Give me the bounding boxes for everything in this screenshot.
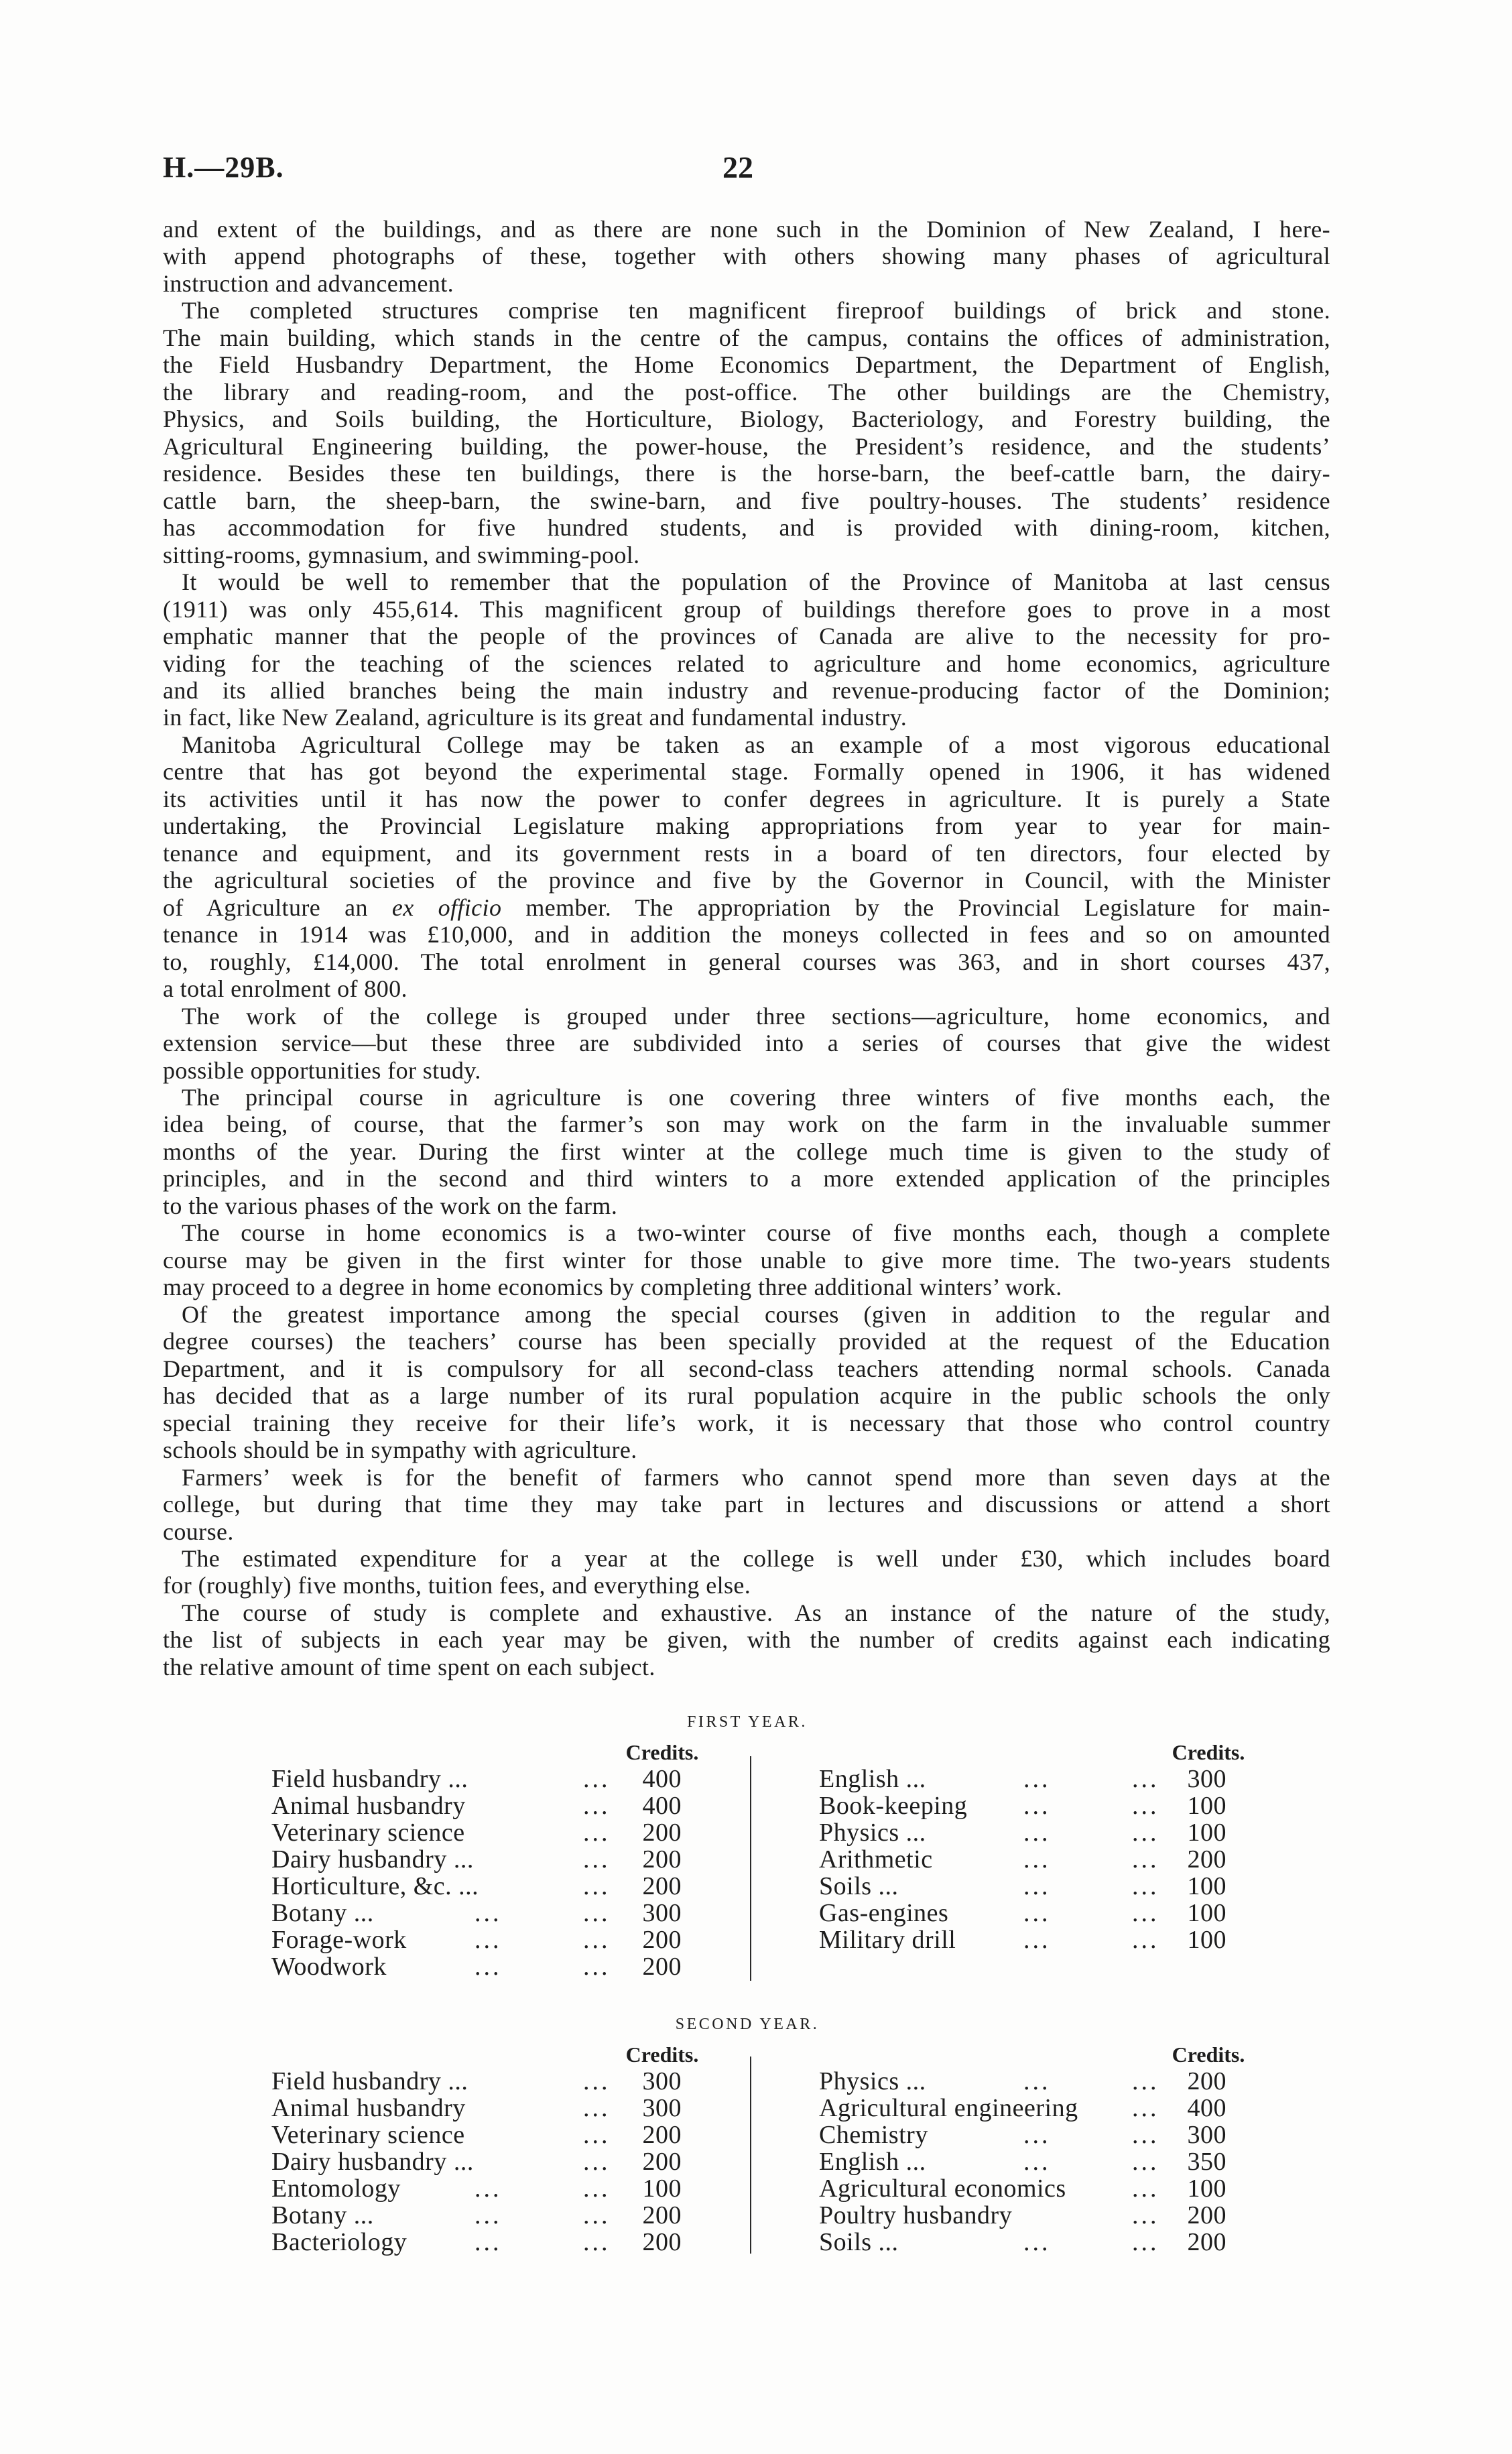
text-line: The principal course in agriculture is one covering three winters of five months each, the [182, 1084, 1330, 1111]
left-column [271, 2068, 687, 2256]
credits-value: 300 [642, 2094, 682, 2122]
credits-value: 200 [642, 1819, 682, 1847]
paragraph [163, 1599, 1330, 1680]
table-row [819, 2202, 1235, 2229]
credits-value: 200 [642, 1926, 682, 1954]
leader-dots: ... [1132, 1845, 1159, 1874]
leader-dots: ... [1023, 2067, 1051, 2095]
second-year-table [0, 2009, 1512, 2290]
leader-dots: ... [1132, 1872, 1159, 1900]
table-row [271, 1846, 687, 1873]
leader-dots: ... [583, 2228, 611, 2256]
leader-dots: ... [583, 1845, 611, 1874]
table-row [819, 2148, 1235, 2175]
subject-name: Book-keeping [819, 1792, 968, 1820]
table-title: SECOND YEAR. [675, 2016, 820, 2033]
credits-value: 200 [642, 2228, 682, 2256]
subject-name: Poultry husbandry [819, 2201, 1013, 2229]
text-line: schools should be in sympathy with agriculture. [163, 1436, 637, 1464]
credits-header-left: Credits. [625, 1740, 699, 1764]
subject-name: Soils ... [819, 1872, 899, 1900]
leader-dots: ... [1023, 2121, 1051, 2149]
credits-value: 200 [1187, 2228, 1226, 2256]
text-line: sitting-rooms, gymnasium, and swimming-pool. [163, 541, 640, 568]
subject-name: Entomology [271, 2174, 401, 2203]
subject-name: Horticulture, &c. ... [271, 1872, 479, 1900]
text-line: It would be well to remember that the population of the Province of Manitoba at last census [182, 568, 1330, 596]
table-row [271, 2175, 687, 2202]
credits-value: 100 [1187, 2174, 1226, 2203]
leader-dots: ... [583, 2201, 611, 2229]
leader-dots: ... [1023, 1899, 1051, 1927]
text-line: idea being, of course, that the farmer’s son may work on the farm in the invaluable summer [163, 1111, 1330, 1138]
paragraph [163, 568, 1330, 731]
page-number: 22 [722, 150, 753, 184]
table-row [271, 1953, 687, 1980]
subject-name: Botany ... [271, 2201, 374, 2229]
subject-name: Military drill [819, 1926, 956, 1954]
text-line: with append photographs of these, together with others showing many phases of agricultural [163, 243, 1330, 270]
credits-value: 300 [1187, 2121, 1226, 2149]
table-row [271, 1819, 687, 1846]
subject-name: Botany ... [271, 1899, 374, 1927]
text-line [163, 894, 1330, 921]
credits-value: 100 [1187, 1899, 1226, 1927]
text-line: possible opportunities for study. [163, 1056, 481, 1084]
text-line: the Field Husbandry Department, the Home Economics Department, the Department of English, [163, 351, 1330, 379]
leader-dots: ... [1132, 1819, 1159, 1847]
text-line: the relative amount of time spent on each subject. [163, 1653, 655, 1680]
text-line: Manitoba Agricultural College may be taken as an example of a most vigorous educational [182, 731, 1330, 758]
text-line: extension service—but these three are subdivided into a series of courses that give the widest [163, 1030, 1330, 1057]
subject-name: Agricultural engineering [819, 2094, 1078, 2122]
leader-dots: ... [475, 1926, 502, 1954]
subject-name: Veterinary science [271, 2121, 465, 2149]
leader-dots: ... [1023, 1845, 1051, 1874]
leader-dots: ... [583, 1819, 611, 1847]
leader-dots: ... [583, 2067, 611, 2095]
text-line: The completed structures comprise ten magnificent fireproof buildings of brick and stone. [182, 297, 1330, 324]
text-line: for (roughly) five months, tuition fees, and everything else. [163, 1572, 751, 1599]
credits-header-left: Credits. [625, 2042, 699, 2067]
credits-value: 100 [1187, 1926, 1226, 1954]
leader-dots: ... [1023, 1872, 1051, 1900]
table-row [819, 1846, 1235, 1873]
subject-name: Dairy husbandry ... [271, 1845, 474, 1874]
paragraph [163, 1301, 1330, 1464]
credits-header-right: Credits. [1172, 1740, 1245, 1764]
text-line: the library and reading-room, and the post-office. The other buildings are the Chemistry, [163, 378, 1330, 406]
leader-dots: ... [475, 1953, 502, 1981]
text-line: viding for the teaching of the sciences related to agriculture and home economics, agriculture [163, 650, 1330, 677]
credits-value: 400 [642, 1765, 682, 1793]
leader-dots: ... [1023, 1819, 1051, 1847]
credits-value: 200 [1187, 2201, 1226, 2229]
subject-name: Agricultural economics [819, 2174, 1066, 2203]
credits-header-right: Credits. [1172, 2042, 1245, 2067]
leader-dots: ... [1023, 2228, 1051, 2256]
text-line: the list of subjects in each year may be given, with the number of credits against each indicating [163, 1626, 1330, 1654]
text-line: the agricultural societies of the province and five by the Governor in Council, with the Minister [163, 867, 1330, 894]
text-line: has decided that as a large number of its rural population acquire in the public schools the only [163, 1382, 1330, 1410]
text-segment: of Agriculture an [163, 894, 392, 921]
leader-dots: ... [475, 1899, 502, 1927]
table-row [819, 2122, 1235, 2148]
text-line: The work of the college is grouped under three sections—agriculture, home economics, and [182, 1002, 1330, 1030]
column-divider [750, 1756, 751, 1981]
paragraph [163, 1464, 1330, 1545]
credits-value: 100 [642, 2174, 682, 2203]
text-line: emphatic manner that the people of the provinces of Canada are alive to the necessity for pro- [163, 623, 1330, 650]
credits-value: 400 [1187, 2094, 1226, 2122]
paragraph [163, 1219, 1330, 1300]
table-row [819, 1873, 1235, 1900]
leader-dots: ... [1023, 1792, 1051, 1820]
table-row [819, 1792, 1235, 1819]
text-line: undertaking, the Provincial Legislature making appropriations from year to year for main- [163, 812, 1330, 840]
credits-value: 300 [642, 1899, 682, 1927]
table-row [819, 1766, 1235, 1792]
table-row [819, 1819, 1235, 1846]
subject-name: Bacteriology [271, 2228, 407, 2256]
text-line: Physics, and Soils building, the Horticulture, Biology, Bacteriology, and Forestry building, the [163, 406, 1330, 433]
paragraph [163, 1003, 1330, 1084]
leader-dots: ... [583, 1765, 611, 1793]
leader-dots: ... [1132, 1792, 1159, 1820]
left-column [271, 1766, 687, 1980]
column-divider [750, 2057, 751, 2254]
table-row [271, 2122, 687, 2148]
subject-name: Soils ... [819, 2228, 899, 2256]
subject-name: Veterinary science [271, 1819, 465, 1847]
table-row [271, 1792, 687, 1819]
text-line: tenance in 1914 was £10,000, and in addition the moneys collected in fees and so on amounted [163, 921, 1330, 948]
text-line: principles, and in the second and third winters to a more extended application of the principles [163, 1165, 1330, 1192]
credits-value: 200 [642, 1953, 682, 1981]
paragraph [163, 1084, 1330, 1219]
table-row [819, 2229, 1235, 2256]
credits-value: 200 [642, 1845, 682, 1874]
text-line: in fact, like New Zealand, agriculture is its great and fundamental industry. [163, 704, 907, 731]
subject-name: Physics ... [819, 2067, 926, 2095]
first-year-table [0, 1707, 1512, 1988]
leader-dots: ... [475, 2174, 502, 2203]
text-line: The main building, which stands in the centre of the campus, contains the offices of administration, [163, 324, 1330, 351]
text-line: instruction and advancement. [163, 269, 454, 297]
leader-dots: ... [1023, 1765, 1051, 1793]
leader-dots: ... [1132, 1926, 1159, 1954]
leader-dots: ... [1132, 2201, 1159, 2229]
table-title: FIRST YEAR. [687, 1713, 808, 1731]
text-line: Of the greatest importance among the special courses (given in addition to the regular and [182, 1300, 1330, 1328]
leader-dots: ... [583, 1926, 611, 1954]
text-line: course. [163, 1518, 234, 1545]
leader-dots: ... [583, 2148, 611, 2176]
subject-name: Animal husbandry [271, 1792, 466, 1820]
table-row [819, 2068, 1235, 2095]
leader-dots: ... [1132, 2067, 1159, 2095]
text-line: Agricultural Engineering building, the power-house, the President’s residence, and the students’ [163, 432, 1330, 460]
text-line: The course in home economics is a two-winter course of five months each, though a complete [182, 1219, 1330, 1247]
subject-name: Physics ... [819, 1819, 926, 1847]
table-row [819, 1900, 1235, 1926]
text-line: has accommodation for five hundred students, and is provided with dining-room, kitchen, [163, 514, 1330, 542]
table-row [271, 1900, 687, 1926]
table-row [271, 2095, 687, 2122]
leader-dots: ... [583, 1872, 611, 1900]
credits-value: 100 [1187, 1792, 1226, 1820]
credits-value: 400 [642, 1792, 682, 1820]
text-line: cattle barn, the sheep-barn, the swine-barn, and five poultry-houses. The students’ residence [163, 487, 1330, 514]
text-line: to the various phases of the work on the farm. [163, 1192, 618, 1219]
subject-name: Arithmetic [819, 1845, 933, 1874]
report-reference: H.—29B. [163, 151, 284, 184]
table-row [271, 1873, 687, 1900]
text-line: course may be given in the first winter for those unable to give more time. The two-years students [163, 1246, 1330, 1274]
credits-value: 100 [1187, 1872, 1226, 1900]
text-line: may proceed to a degree in home economics by completing three additional winters’ work. [163, 1274, 1062, 1301]
right-column [819, 1766, 1235, 1953]
table-row [819, 2175, 1235, 2202]
table-row [271, 2202, 687, 2229]
subject-name: Animal husbandry [271, 2094, 466, 2122]
credits-value: 200 [1187, 2067, 1226, 2095]
leader-dots: ... [583, 2094, 611, 2122]
leader-dots: ... [1132, 2228, 1159, 2256]
leader-dots: ... [583, 2174, 611, 2203]
leader-dots: ... [583, 2121, 611, 2149]
body-text [163, 216, 1330, 1680]
table-row [271, 1766, 687, 1792]
credits-value: 300 [642, 2067, 682, 2095]
leader-dots: ... [1023, 1926, 1051, 1954]
credits-value: 200 [642, 2201, 682, 2229]
text-line: tenance and equipment, and its government rests in a board of ten directors, four elected by [163, 839, 1330, 867]
leader-dots: ... [583, 1899, 611, 1927]
text-line: The course of study is complete and exhaustive. As an instance of the nature of the study, [182, 1599, 1330, 1626]
leader-dots: ... [1132, 1899, 1159, 1927]
table-row [819, 1926, 1235, 1953]
table-row [271, 2148, 687, 2175]
leader-dots: ... [1132, 2174, 1159, 2203]
leader-dots: ... [475, 2228, 502, 2256]
subject-name: Woodwork [271, 1953, 387, 1981]
text-line: centre that has got beyond the experimental stage. Formally opened in 1906, it has widened [163, 758, 1330, 786]
text-line: and its allied branches being the main industry and revenue-producing factor of the Dominion; [163, 676, 1330, 704]
subject-name: Gas-engines [819, 1899, 949, 1927]
subject-name: Dairy husbandry ... [271, 2148, 474, 2176]
credits-value: 300 [1187, 1765, 1226, 1793]
text-line: and extent of the buildings, and as there are none such in the Dominion of New Zealand, I here- [163, 216, 1330, 243]
paragraph [163, 731, 1330, 1003]
subject-name: Field husbandry ... [271, 1765, 468, 1793]
paragraph [163, 216, 1330, 297]
subject-name: Forage-work [271, 1926, 407, 1954]
text-line: residence. Besides these ten buildings, there is the horse-barn, the beef-cattle barn, the dairy- [163, 460, 1330, 487]
credits-value: 200 [642, 2148, 682, 2176]
leader-dots: ... [1132, 2094, 1159, 2122]
paragraph [163, 1545, 1330, 1599]
subject-name: English ... [819, 1765, 926, 1793]
leader-dots: ... [1023, 2148, 1051, 2176]
paragraph [163, 297, 1330, 568]
leader-dots: ... [1132, 1765, 1159, 1793]
text-line: a total enrolment of 800. [163, 975, 407, 1003]
text-line: (1911) was only 455,614. This magnificent group of buildings therefore goes to prove in a most [163, 595, 1330, 623]
leader-dots: ... [583, 1953, 611, 1981]
text-line: college, but during that time they may take part in lectures and discussions or attend a short [163, 1491, 1330, 1518]
leader-dots: ... [1132, 2121, 1159, 2149]
subject-name: Chemistry [819, 2121, 928, 2149]
text-line: Farmers’ week is for the benefit of farmers who cannot spend more than seven days at the [182, 1463, 1330, 1491]
text-line: its activities until it has now the power to confer degrees in agriculture. It is purely a State [163, 785, 1330, 812]
leader-dots: ... [1132, 2148, 1159, 2176]
credits-value: 200 [1187, 1845, 1226, 1874]
text-line: degree courses) the teachers’ course has been specially provided at the request of the Education [163, 1328, 1330, 1355]
leader-dots: ... [475, 2201, 502, 2229]
leader-dots: ... [583, 1792, 611, 1820]
text-line: months of the year. During the first winter at the college much time is given to the study of [163, 1138, 1330, 1165]
table-row [271, 2068, 687, 2095]
text-line: Department, and it is compulsory for all second-class teachers attending normal schools. Canada [163, 1355, 1330, 1382]
table-row [271, 2229, 687, 2256]
credits-value: 200 [642, 2121, 682, 2149]
credits-value: 200 [642, 1872, 682, 1900]
credits-value: 100 [1187, 1819, 1226, 1847]
text-line: The estimated expenditure for a year at the college is well under £30, which includes board [182, 1544, 1330, 1572]
table-row [819, 2095, 1235, 2122]
credits-value: 350 [1187, 2148, 1226, 2176]
italic-phrase: ex officio [391, 894, 502, 921]
text-line: to, roughly, £14,000. The total enrolment in general courses was 363, and in short courses 437, [163, 948, 1330, 975]
table-row [271, 1926, 687, 1953]
subject-name: Field husbandry ... [271, 2067, 468, 2095]
text-segment: member. The appropriation by the Provincial Legislature for main- [501, 894, 1330, 921]
subject-name: English ... [819, 2148, 926, 2176]
text-line: special training they receive for their life’s work, it is necessary that those who control country [163, 1409, 1330, 1436]
right-column [819, 2068, 1235, 2256]
